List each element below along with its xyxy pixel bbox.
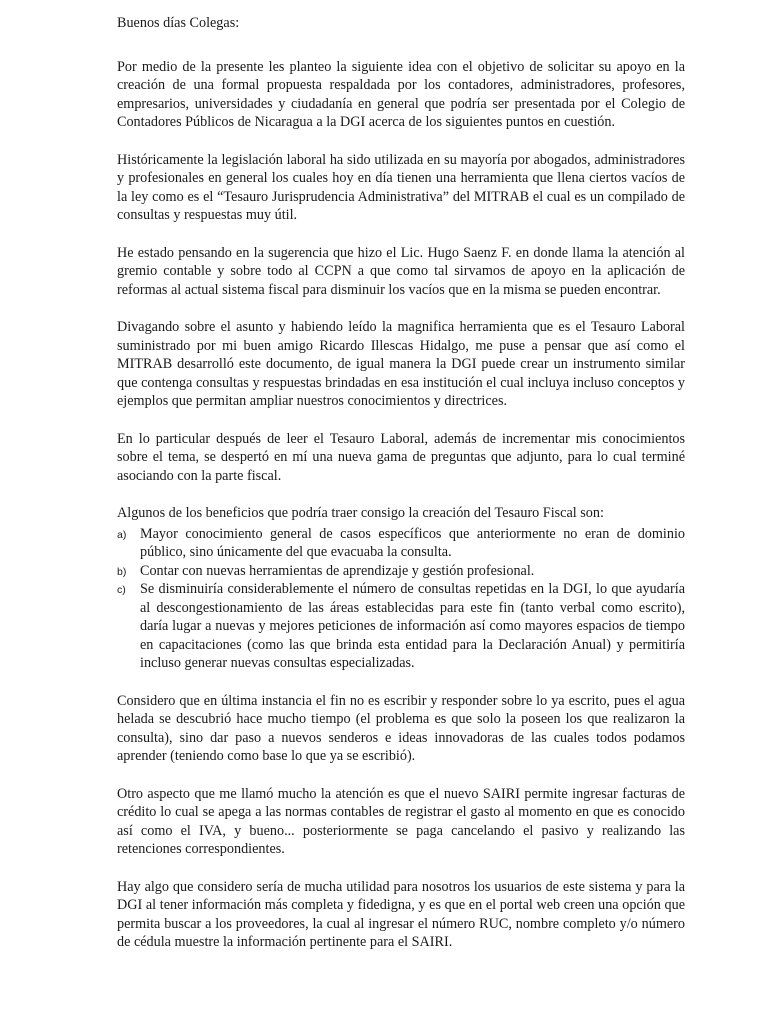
benefits-list xyxy=(117,525,685,673)
paragraph-history: Históricamente la legislación laboral ha sido utilizada en su mayoría por abogados, administradores y profesionales en general los cuales hoy en día tienen una herramienta que llena ciertos vacíos de la ley como es el “Tesauro Jurisprudencia Administrativa” del MITRAB el cual es un compilado de consultas y respuestas muy útil. xyxy=(117,151,685,223)
list-item-text: Contar con nuevas herramientas de aprendizaje y gestión profesional. xyxy=(140,562,535,579)
list-item-text: Mayor conocimiento general de casos específicos que anteriormente no eran de dominio público, sino únicamente del que evacuaba la consulta. xyxy=(140,525,685,560)
list-item xyxy=(117,562,685,581)
paragraph-tesauro: Divagando sobre el asunto y habiendo leído la magnifica herramienta que es el Tesauro Laboral suministrado por mi buen amigo Ricardo Illescas Hidalgo, me puse a pensar que así como el MITRAB desarrolló este documento, de igual manera la DGI puede crear un instrumento similar que contenga consultas y respuestas brindadas en esa institución el cual incluya incluso conceptos y ejemplos que permitan ampliar nuestros conocimientos y directrices. xyxy=(117,319,685,409)
list-marker: a) xyxy=(117,528,127,541)
list-marker: b) xyxy=(117,565,127,578)
list-item-text: Se disminuiría considerablemente el número de consultas repetidas en la DGI, lo que ayudaría al descongestionamiento de las áreas establecidas para este fin (tanto verbal como escrito), daría lugar a nuevas y mejores peticiones de información así como mayores espacios de tiempo en capacitaciones (como las que brinda esta entidad para la Declaración Anual) y permitiría incluso generar nuevas consultas especializadas. xyxy=(140,581,685,671)
greeting: Buenos días Colegas: xyxy=(117,15,240,31)
paragraph-particular: En lo particular después de leer el Tesauro Laboral, además de incrementar mis conocimientos sobre el tema, se despertó en mí una nueva gama de preguntas que adjunto, para lo cual terminé asociando con la parte fiscal. xyxy=(117,430,685,484)
benefits-intro: Algunos de los beneficios que podría traer consigo la creación del Tesauro Fiscal son: xyxy=(117,505,604,521)
letter-page xyxy=(117,14,685,971)
list-marker: c) xyxy=(117,584,126,596)
paragraph-sairi: Otro aspecto que me llamó mucho la atención es que el nuevo SAIRI permite ingresar facturas de crédito lo cual se apega a las normas contables de registrar el gasto al momento en que es conocido así como el IVA, y bueno... posteriormente se paga cancelando el pasivo y realizando las retenciones correspondientes. xyxy=(117,785,685,857)
paragraph-conclusion: Considero que en última instancia el fin no es escribir y responder sobre lo ya escrito, pues el agua helada se descubrió hace mucho tiempo (el problema es que solo la poseen los que realizaron la consulta), sino dar paso a nuevos senderos e ideas innovadoras de las cuales todos podamos aprender (teniendo como base lo que ya se escribió). xyxy=(117,692,685,764)
list-item xyxy=(117,525,685,562)
list-item xyxy=(117,580,685,673)
paragraph-intro: Por medio de la presente les planteo la siguiente idea con el objetivo de solicitar su apoyo en la creación de una formal propuesta respaldada por los contadores, administradores, profesores, empresarios, universidades y ciudadanía en general que podría ser presentada por el Colegio de Contadores Públicos de Nicaragua a la DGI acerca de los siguientes puntos en cuestión. xyxy=(117,58,685,130)
paragraph-suggestion: He estado pensando en la sugerencia que hizo el Lic. Hugo Saenz F. en donde llama la atención al gremio contable y sobre todo al CCPN a que como tal sirvamos de apoyo en la aplicación de reformas al actual sistema fiscal para disminuir los vacíos que en la misma se pueden encontrar. xyxy=(117,244,685,298)
paragraph-proposal: Hay algo que considero sería de mucha utilidad para nosotros los usuarios de este sistema y para la DGI al tener información más completa y fidedigna, y es que en el portal web creen una opción que permita buscar a los proveedores, la cual al ingresar el número RUC, nombre completo y/o número de cédula muestre la información pertinente para el SAIRI. xyxy=(117,878,685,950)
